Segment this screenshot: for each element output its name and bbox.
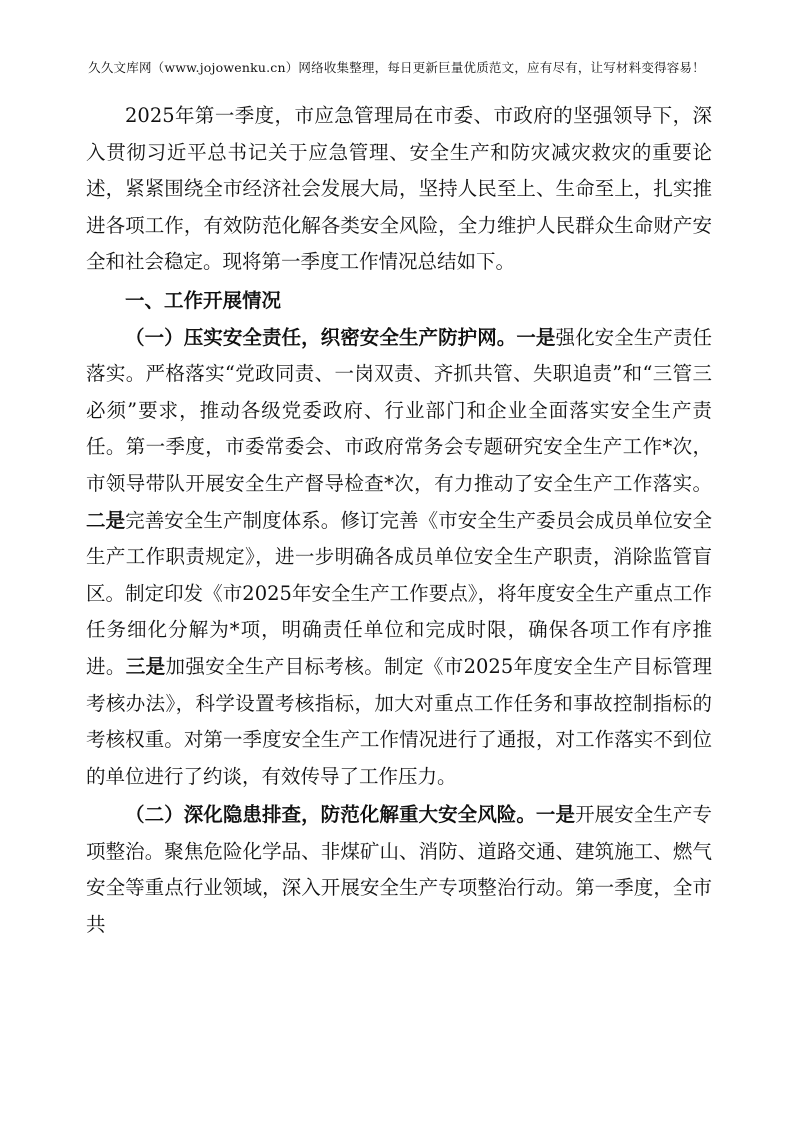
point-2-lead: 二是 xyxy=(86,508,126,532)
subsection-2-paragraph xyxy=(86,797,712,943)
section-title: 一、工作开展情况 xyxy=(125,288,282,312)
subsection-2-heading: （二）深化隐患排查，防范化解重大安全风险。 xyxy=(125,803,536,827)
intro-paragraph: 2025年第一季度，市应急管理局在市委、市政府的坚强领导下，深入贯彻习近平总书记关于应急管理、安全生产和防灾减灾救灾的重要论述，紧紧围绕全市经济社会发展大局，坚持人民至上、生命至上，扎实推进各项工作，有效防范化解各类安全风险，全力维护人民群众生命财产安全和社会稳定。现将第一季度工作情况总结如下。 xyxy=(86,104,712,274)
point-1-lead: 一是 xyxy=(516,325,556,349)
point-1-text: 强化安全生产责任落实。严格落实“党政同责、一岗双责、齐抓共管、失职追责”和“三管三必须”要求，推动各级党委政府、行业部门和企业全面落实安全生产责任。第一季度，市委常委会、市政府常务会专题研究安全生产工作*次，市领导带队开展安全生产督导检查*次，有力推动了安全生产工作落实。 xyxy=(86,325,712,495)
subsection-2-point-1-text: 开展安全生产专项整治。聚焦危险化学品、非煤矿山、消防、道路交通、建筑施工、燃气安全等重点行业领域，深入开展安全生产专项整治行动。第一季度，全市共 xyxy=(86,803,712,937)
subsection-2-point-1-lead: 一是 xyxy=(535,803,576,827)
point-3-text: 加强安全生产目标考核。制定《市2025年度安全生产目标管理考核办法》，科学设置考核指标，加大对重点工作任务和事故控制指标的考核权重。对第一季度安全生产工作情况进行了通报，对工作落实不到位的单位进行了约谈，有效传导了工作压力。 xyxy=(86,654,712,788)
page-header-notice: 久久文库网（www.jojowenku.cn）网络收集整理，每日更新巨量优质范文，应有尽有，让写材料变得容易！ xyxy=(88,60,705,75)
subsection-1-heading: （一）压实安全责任，织密安全生产防护网。 xyxy=(125,325,517,349)
document-body xyxy=(86,98,712,944)
subsection-1-paragraph xyxy=(86,320,712,796)
point-2-text: 完善安全生产制度体系。修订完善《市安全生产委员会成员单位安全生产工作职责规定》，进一步明确各成员单位安全生产职责，消除监管盲区。制定印发《市2025年安全生产工作要点》，将年度安全生产重点工作任务细化分解为*项，明确责任单位和完成时限，确保各项工作有序推进。 xyxy=(86,508,712,678)
point-3-lead: 三是 xyxy=(125,654,166,678)
